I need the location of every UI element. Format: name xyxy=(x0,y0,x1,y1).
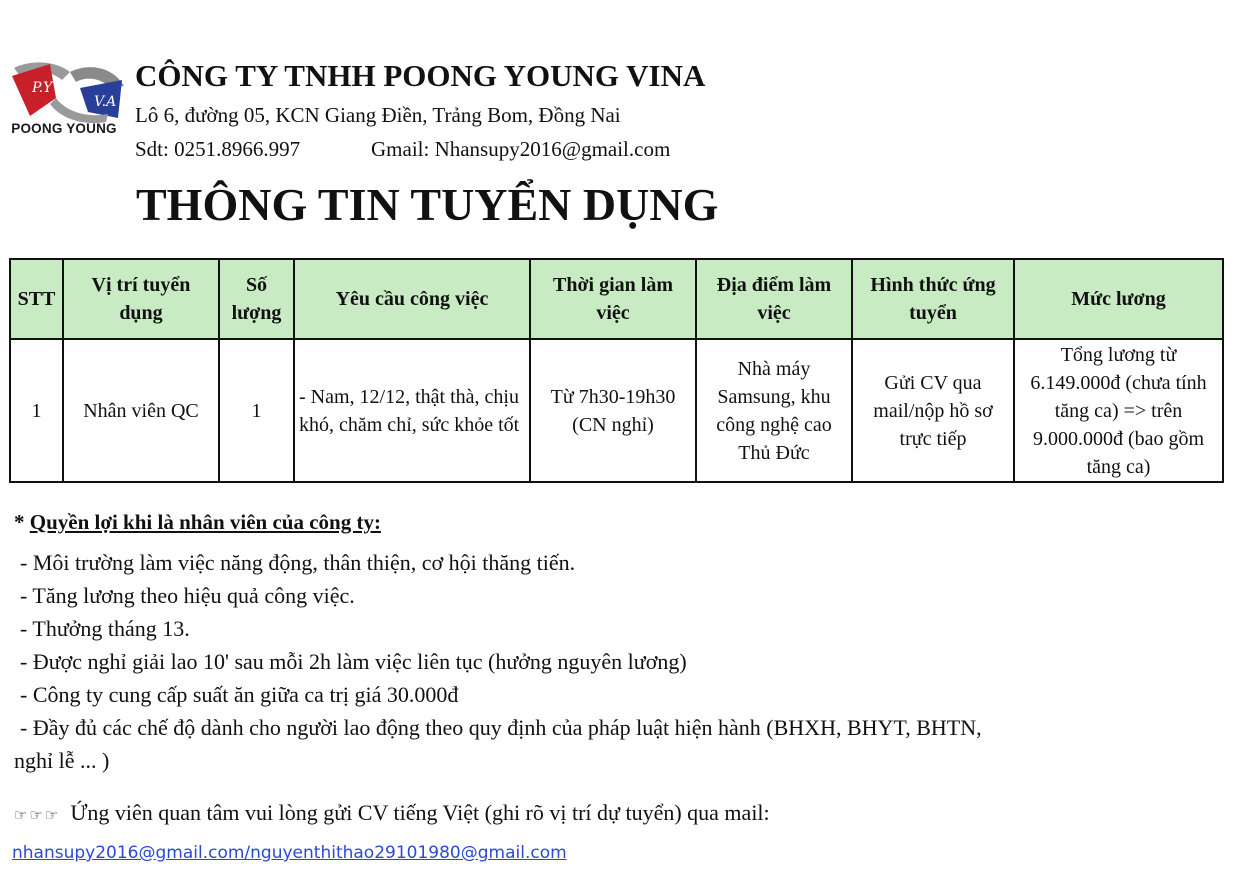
company-phone: Sdt: 0251.8966.997 xyxy=(135,137,301,161)
logo-text: POONG YOUNG xyxy=(11,121,117,136)
header-position: Vị trí tuyển dụng xyxy=(63,259,219,339)
logo-mark-icon xyxy=(10,58,128,124)
svg-text:V.A: V.A xyxy=(94,94,117,110)
cell-requirements: - Nam, 12/12, thật thà, chịu khó, chăm chỉ, sức khỏe tốt xyxy=(294,339,530,482)
header-stt: STT xyxy=(10,259,63,339)
email-link[interactable]: nhansupy2016@gmail.com/nguyenthithao29101980@gmail.com xyxy=(12,843,567,863)
pointing-hand-icon: ☞☞☞ xyxy=(14,806,61,824)
job-table xyxy=(9,258,1224,483)
list-item: - Công ty cung cấp suất ăn giữa ca trị giá 30.000đ xyxy=(20,682,459,707)
company-name: CÔNG TY TNHH POONG YOUNG VINA xyxy=(135,58,706,93)
benefits-bullet: * xyxy=(14,510,30,534)
cell-quantity: 1 xyxy=(219,339,294,482)
cell-salary: Tổng lương từ 6.149.000đ (chưa tính tăng ca) => trên 9.000.000đ (bao gồm tăng ca) xyxy=(1014,339,1223,482)
list-item: - Được nghỉ giải lao 10' sau mỗi 2h làm việc liên tục (hưởng nguyên lương) xyxy=(20,649,687,674)
list-item: - Tăng lương theo hiệu quả công việc. xyxy=(20,583,355,608)
header-apply: Hình thức ứng tuyển xyxy=(852,259,1014,339)
cell-apply: Gửi CV qua mail/nộp hồ sơ trực tiếp xyxy=(852,339,1014,482)
header-requirements: Yêu cầu công việc xyxy=(294,259,530,339)
cell-location: Nhà máy Samsung, khu công nghệ cao Thủ Đức xyxy=(696,339,852,482)
page-title: THÔNG TIN TUYỂN DỤNG xyxy=(136,179,719,230)
cell-stt: 1 xyxy=(10,339,63,482)
cell-hours: Từ 7h30-19h30 (CN nghỉ) xyxy=(530,339,696,482)
header-salary: Mức lương xyxy=(1014,259,1223,339)
svg-text:P.Y: P.Y xyxy=(32,80,53,96)
company-address: Lô 6, đường 05, KCN Giang Điền, Trảng Bom, Đồng Nai xyxy=(135,103,621,127)
list-item: - Thưởng tháng 13. xyxy=(20,616,190,641)
cta-message: Ứng viên quan tâm vui lòng gửi CV tiếng Việt (ghi rõ vị trí dự tuyển) qua mail: xyxy=(70,800,770,825)
table-header-row xyxy=(10,259,1223,339)
header-hours: Thời gian làm việc xyxy=(530,259,696,339)
list-item: - Đầy đủ các chế độ dành cho người lao động theo quy định của pháp luật hiện hành (BHXH, BHYT, BHTN, nghỉ lễ ... ) xyxy=(14,715,982,773)
benefits-heading xyxy=(14,510,381,535)
cell-position: Nhân viên QC xyxy=(63,339,219,482)
benefits-heading-text: Quyền lợi khi là nhân viên của công ty: xyxy=(29,510,381,534)
cta-text xyxy=(14,800,770,826)
header-location: Địa điểm làm việc xyxy=(696,259,852,339)
header-quantity: Số lượng xyxy=(219,259,294,339)
company-email: Gmail: Nhansupy2016@gmail.com xyxy=(371,137,671,161)
list-item: - Môi trường làm việc năng động, thân thiện, cơ hội thăng tiến. xyxy=(20,550,576,575)
benefits-list xyxy=(14,546,1024,777)
company-logo xyxy=(10,58,128,150)
table-row xyxy=(10,339,1223,482)
